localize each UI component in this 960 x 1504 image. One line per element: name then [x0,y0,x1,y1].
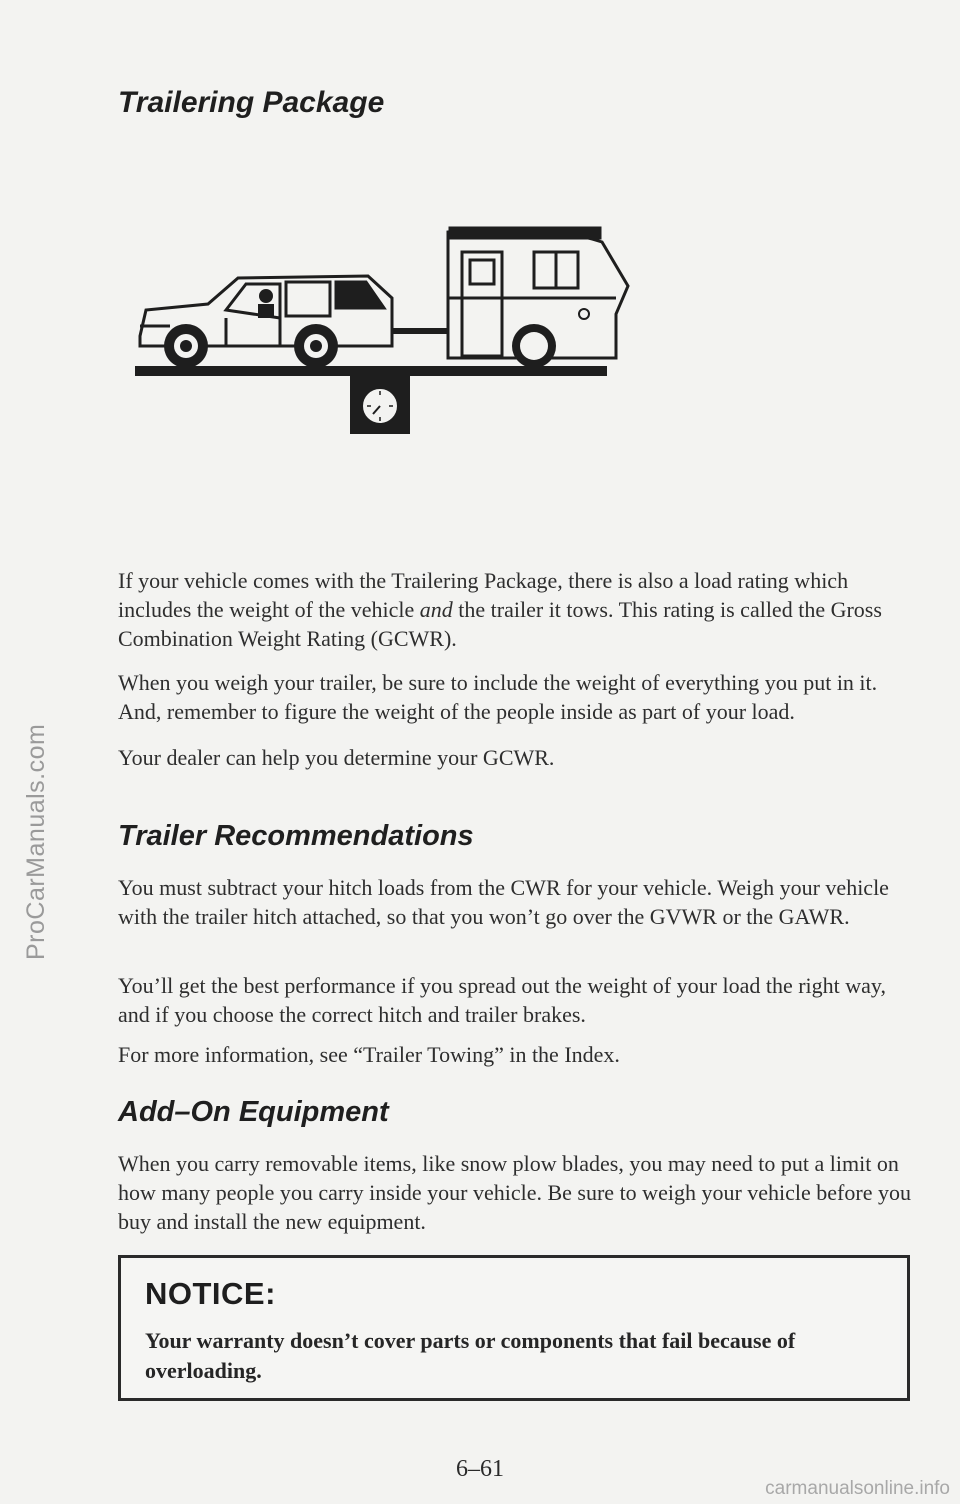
paragraph-more-information: For more information, see “Trailer Towing” in the Index. [118,1042,620,1067]
paragraph-weigh-trailer: When you weigh your trailer, be sure to include the weight of everything you put in it. And, remember to figure the weight of the people inside as part of your load. [118,670,878,724]
notice-title: NOTICE: [145,1276,276,1311]
trailer-wheel [512,324,556,368]
paragraph-removable-items: When you carry removable items, like snow plow blades, you may need to put a limit on how many people you carry inside your vehicle. Be sure to weigh your vehicle before you buy and install the new equipment. [118,1151,911,1234]
section-title-add-on-equipment: Add–On Equipment [118,1096,389,1128]
page-number: 6–61 [456,1456,504,1482]
paragraph-gcwr: If your vehicle comes with the Trailering Package, there is also a load rating which includes the weight of the vehicle and the trailer it tows. This rating is called the Gross Combination Weight Rating (GCWR). [118,568,882,651]
bottom-watermark: carmanualsonline.info [765,1478,950,1499]
driver-head [259,289,273,303]
section-title-trailer-recommendations: Trailer Recommendations [118,820,474,852]
side-watermark: ProCarManuals.com [22,723,50,960]
paragraph-dealer: Your dealer can help you determine your GCWR. [118,745,555,770]
notice-box [118,1255,910,1401]
section-title-trailering-package: Trailering Package [118,86,385,119]
paragraph-performance: You’ll get the best performance if you spread out the weight of your load the right way, and if you choose the correct hitch and trailer brakes. [118,973,886,1027]
notice-body: Your warranty doesn’t cover parts or components that fail because of overloading. [145,1328,796,1383]
trailer-hitch [392,328,452,334]
paragraph-hitch-loads: You must subtract your hitch loads from the CWR for your vehicle. Weigh your vehicle with the trailer hitch attached, so that you won’t go over the GVWR or the GAWR. [118,875,889,929]
truck-trailer-scale-illustration [130,218,640,438]
